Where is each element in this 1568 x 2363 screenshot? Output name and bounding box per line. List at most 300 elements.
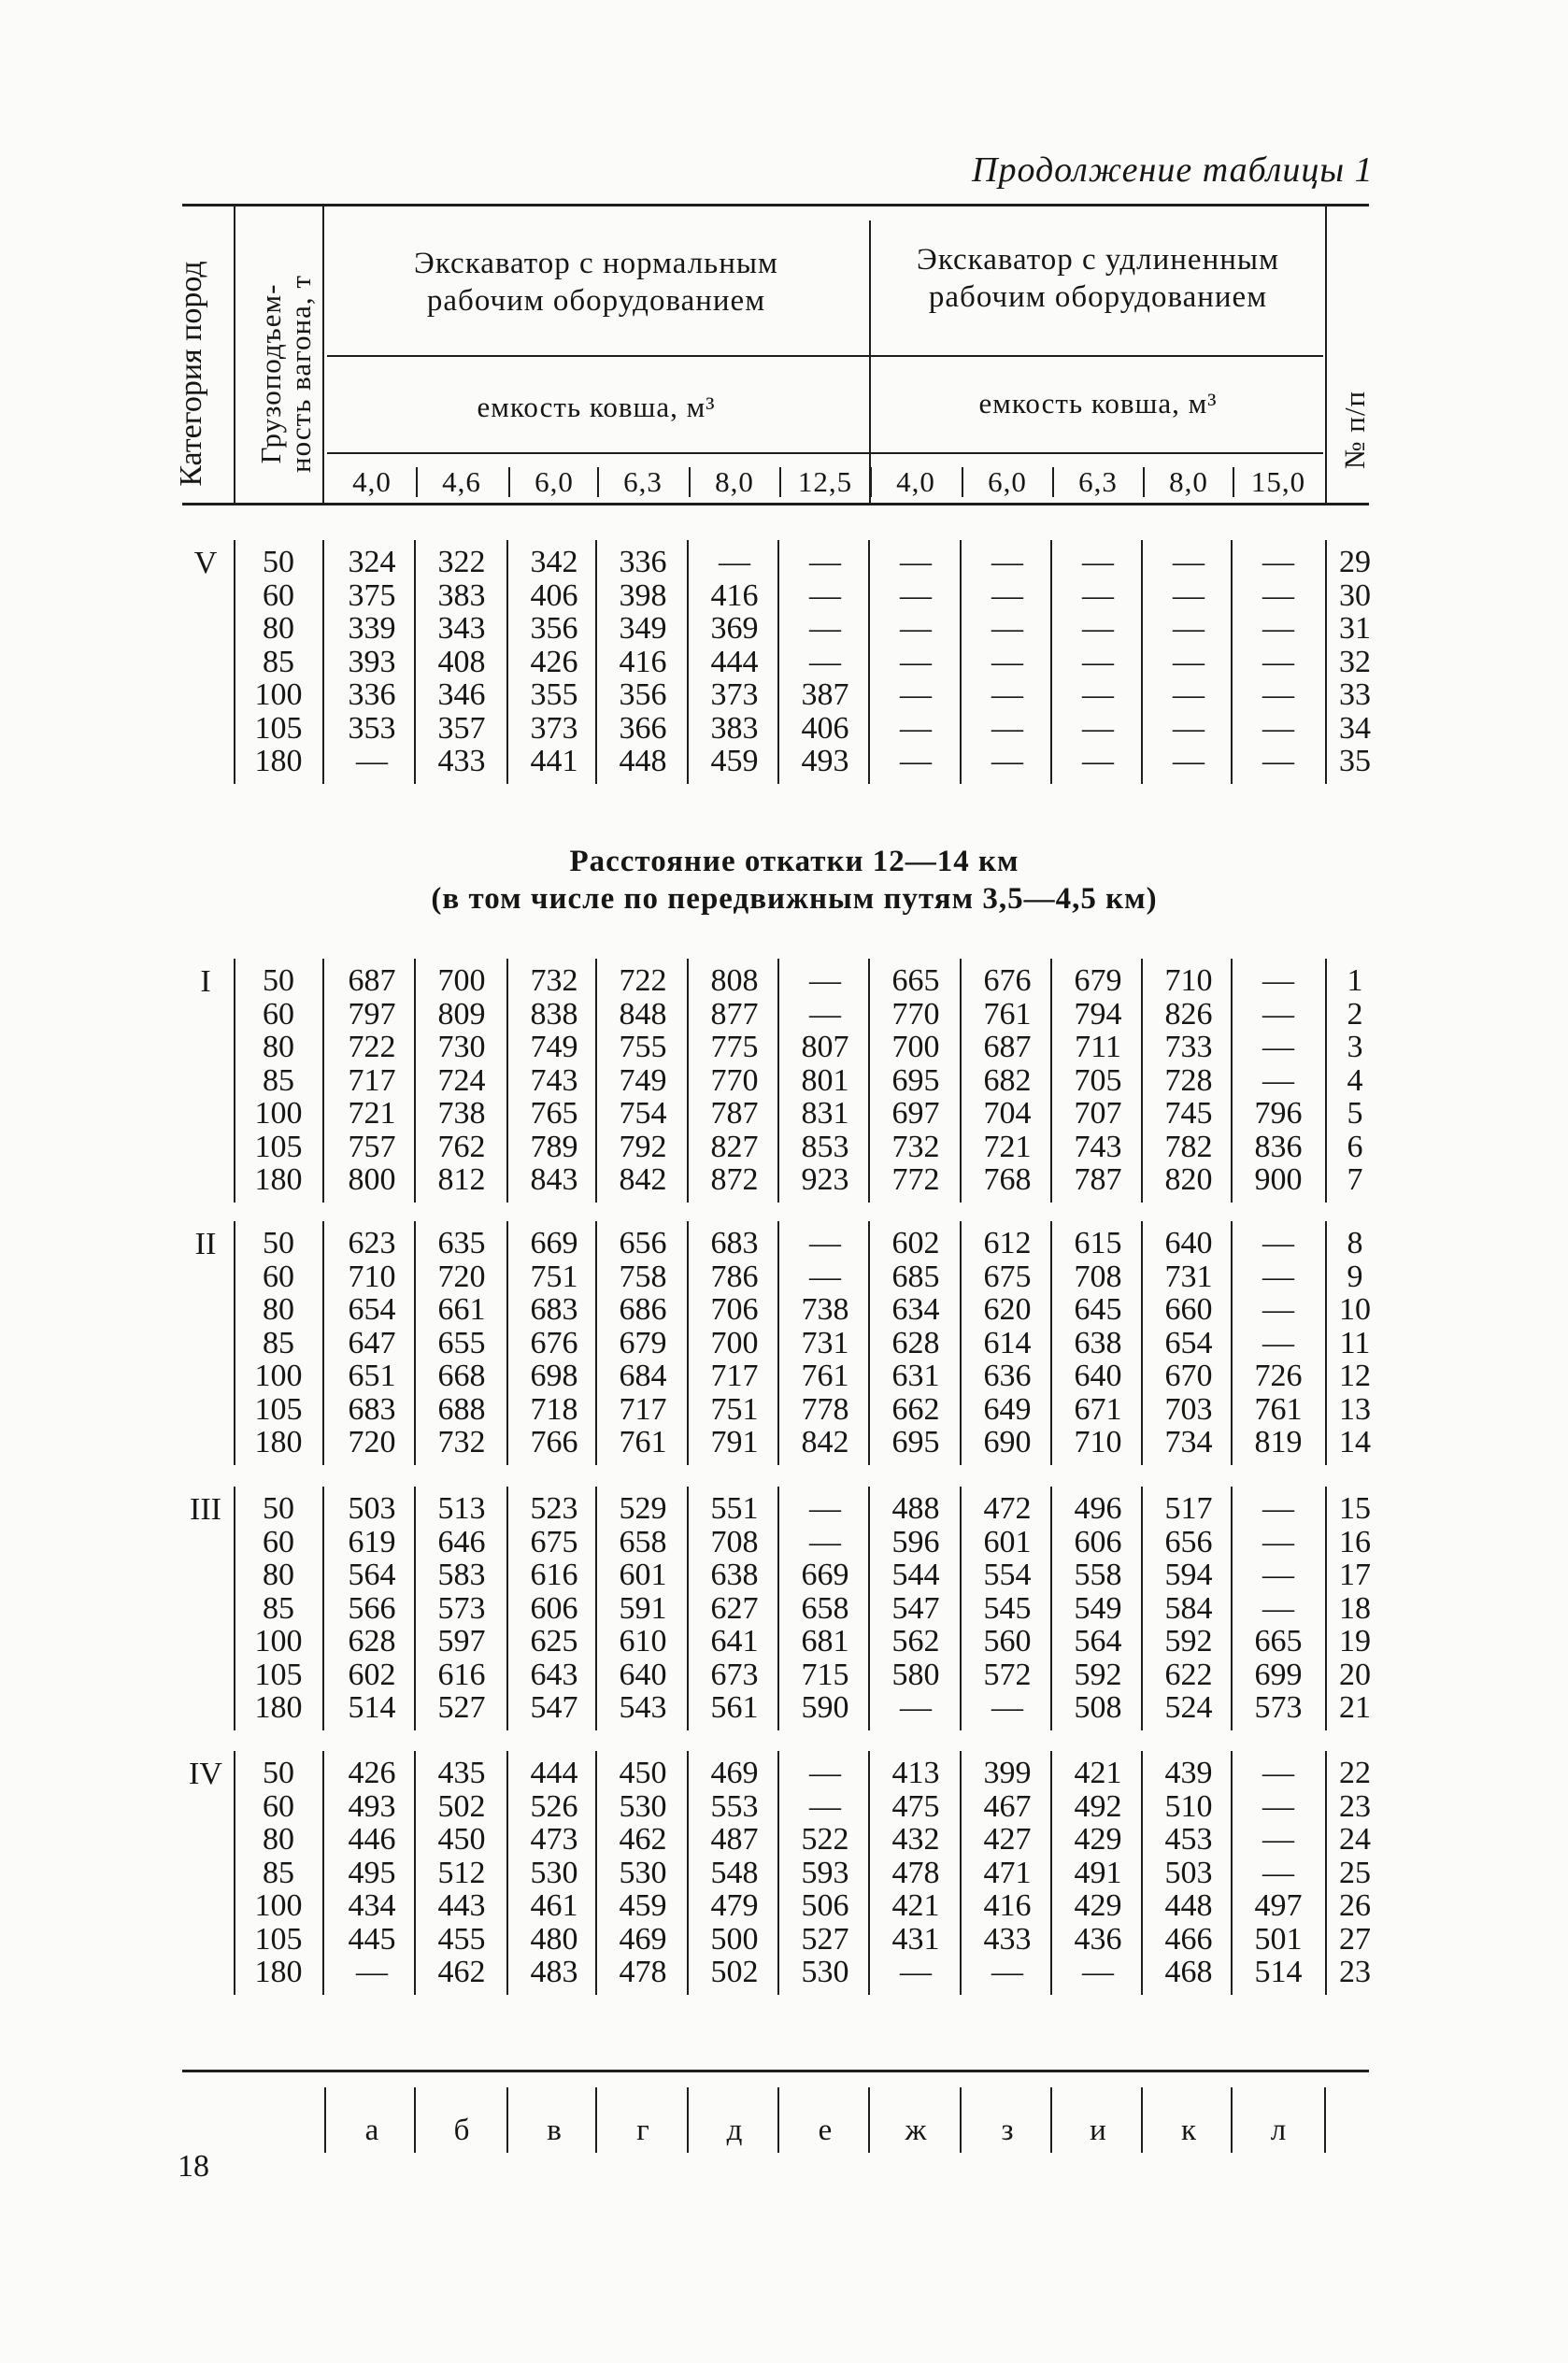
wagon-capacity: 80: [263, 1292, 294, 1327]
row-number: 4: [1347, 1062, 1363, 1098]
table-cell: 606: [1074, 1524, 1122, 1559]
table-cell: —: [1262, 1822, 1294, 1857]
table-cell: 765: [530, 1096, 578, 1131]
column-divider: [506, 1487, 508, 1730]
table-cell: 684: [619, 1359, 667, 1393]
capacity-header-line1: Грузоподъем-: [254, 283, 287, 464]
column-letter: д: [726, 2114, 743, 2147]
table-cell: 681: [801, 1624, 849, 1658]
table-cell: 786: [710, 1259, 759, 1294]
table-cell: 755: [619, 1030, 667, 1064]
table-cell: 808: [710, 963, 759, 998]
row-number: 29: [1339, 545, 1371, 579]
table-cell: 429: [1074, 1822, 1122, 1857]
letter-divider: [960, 2087, 962, 2153]
bucket-size-cell: 4,0: [896, 465, 935, 498]
table-cell: 700: [437, 963, 486, 998]
table-cell: 513: [437, 1491, 486, 1526]
table-cell: 426: [348, 1756, 396, 1790]
table-cell: 594: [1164, 1558, 1213, 1592]
wagon-capacity: 105: [254, 1921, 303, 1957]
table-cell: 627: [710, 1590, 759, 1626]
table-cell: 685: [891, 1259, 940, 1294]
wagon-capacity: 50: [263, 1226, 294, 1260]
table-cell: —: [900, 677, 932, 712]
table-cell: 416: [710, 577, 759, 613]
table-cell: 636: [983, 1359, 1032, 1393]
table-cell: 523: [530, 1491, 578, 1526]
table-cell: 558: [1074, 1558, 1122, 1592]
normal-excavator-heading: [325, 245, 867, 320]
table-cell: 749: [619, 1062, 667, 1098]
table-cell: 522: [801, 1822, 849, 1857]
table-cell: 427: [983, 1822, 1032, 1857]
table-cell: 432: [891, 1822, 940, 1857]
table-cell: 443: [437, 1888, 486, 1923]
table-cell: 592: [1164, 1624, 1213, 1658]
row-number: 10: [1339, 1292, 1371, 1327]
table-cell: —: [1262, 1855, 1294, 1890]
table-cell: 809: [437, 996, 486, 1032]
table-cell: 623: [348, 1226, 396, 1260]
table-cell: 426: [530, 644, 578, 679]
column-letter: б: [453, 2114, 470, 2147]
header-divider: [322, 206, 324, 503]
table-cell: —: [1262, 545, 1294, 579]
table-cell: —: [1262, 1491, 1294, 1526]
letter-divider: [1231, 2087, 1233, 2153]
bucket-size-cell: 15,0: [1250, 465, 1306, 498]
row-number: 19: [1339, 1624, 1371, 1658]
table-cell: —: [1173, 744, 1205, 778]
table-cell: 772: [891, 1162, 940, 1197]
wagon-capacity: 105: [254, 1391, 303, 1427]
table-cell: 606: [530, 1590, 578, 1626]
wagon-capacity: 60: [263, 1259, 294, 1294]
table-cell: 356: [619, 677, 667, 712]
table-cell: 530: [801, 1955, 849, 1989]
table-cell: 612: [983, 1226, 1032, 1260]
row-number: 17: [1339, 1558, 1371, 1592]
table-cell: 601: [983, 1524, 1032, 1559]
letter-divider: [1141, 2087, 1143, 2153]
table-cell: 592: [1074, 1657, 1122, 1692]
wagon-capacity: 100: [254, 677, 303, 712]
wagon-capacity: 180: [254, 1955, 303, 1989]
wagon-capacity: 85: [263, 644, 294, 679]
header-divider: [1325, 206, 1327, 503]
table-cell: 660: [1164, 1292, 1213, 1327]
table-cell: 548: [710, 1855, 759, 1890]
table-cell: 923: [801, 1162, 849, 1197]
table-cell: 483: [530, 1955, 578, 1989]
table-cell: 658: [619, 1524, 667, 1559]
table-cell: 722: [619, 963, 667, 998]
table-cell: 497: [1254, 1888, 1303, 1923]
table-cell: 697: [891, 1096, 940, 1131]
table-cell: —: [1082, 744, 1114, 778]
row-number: 22: [1339, 1756, 1371, 1790]
row-number: 9: [1347, 1259, 1363, 1294]
table-cell: 738: [801, 1292, 849, 1327]
table-cell: 842: [801, 1425, 849, 1459]
table-cell: 635: [437, 1226, 486, 1260]
bucket-divider: [870, 467, 872, 497]
table-cell: —: [1262, 744, 1294, 778]
table-cell: 770: [891, 996, 940, 1032]
table-cell: 448: [619, 744, 667, 778]
table-cell: 549: [1074, 1590, 1122, 1626]
wagon-capacity: 180: [254, 1162, 303, 1197]
table-cell: 733: [1164, 1030, 1213, 1064]
table-cell: 369: [710, 611, 759, 646]
table-cell: 819: [1254, 1425, 1303, 1459]
bucket-divider: [779, 467, 781, 497]
table-cell: 649: [983, 1391, 1032, 1427]
table-cell: 462: [619, 1822, 667, 1857]
table-cell: 654: [1164, 1325, 1213, 1360]
table-cell: 564: [348, 1558, 396, 1592]
table-cell: 683: [710, 1226, 759, 1260]
table-cell: 656: [1164, 1524, 1213, 1559]
table-cell: 787: [1074, 1162, 1122, 1197]
table-cell: 758: [619, 1259, 667, 1294]
table-cell: 554: [983, 1558, 1032, 1592]
table-cell: —: [356, 1955, 388, 1989]
table-cell: 703: [1164, 1391, 1213, 1427]
section-title-line2: (в том числе по передвижным путям 3,5—4,5 км): [431, 882, 1158, 916]
table-cell: 322: [437, 545, 486, 579]
table-cell: 560: [983, 1624, 1032, 1658]
table-cell: 408: [437, 644, 486, 679]
letter-divider: [1324, 2087, 1326, 2153]
table-cell: 620: [983, 1292, 1032, 1327]
extended-heading-line1: Экскаватор с удлиненным: [917, 243, 1279, 277]
table-cell: —: [900, 710, 932, 746]
bucket-divider: [508, 467, 510, 497]
table-cell: —: [809, 1524, 841, 1559]
table-cell: 493: [348, 1788, 396, 1824]
table-cell: —: [900, 1690, 932, 1725]
table-cell: 324: [348, 545, 396, 579]
table-cell: 436: [1074, 1921, 1122, 1957]
table-cell: 708: [710, 1524, 759, 1559]
table-cell: 794: [1074, 996, 1122, 1032]
wagon-capacity: 100: [254, 1624, 303, 1658]
rock-category: V: [193, 546, 218, 580]
table-cell: 469: [710, 1756, 759, 1790]
table-cell: 610: [619, 1624, 667, 1658]
table-cell: —: [991, 744, 1023, 778]
wagon-capacity: 80: [263, 1822, 294, 1857]
table-cell: 433: [983, 1921, 1032, 1957]
bucket-size-cell: 8,0: [715, 465, 754, 498]
row-number: 32: [1339, 644, 1371, 679]
table-cell: 628: [891, 1325, 940, 1360]
table-cell: —: [1173, 710, 1205, 746]
table-cell: 700: [891, 1030, 940, 1064]
table-cell: 544: [891, 1558, 940, 1592]
table-cell: —: [1262, 1590, 1294, 1626]
table-cell: 668: [437, 1359, 486, 1393]
table-cell: 645: [1074, 1292, 1122, 1327]
wagon-capacity: 180: [254, 1425, 303, 1459]
table-cell: 375: [348, 577, 396, 613]
row-number: 23: [1339, 1955, 1371, 1989]
table-cell: 662: [891, 1391, 940, 1427]
table-cell: —: [1082, 644, 1114, 679]
table-cell: 720: [348, 1425, 396, 1459]
table-cell: 353: [348, 710, 396, 746]
table-cell: 731: [801, 1325, 849, 1360]
table-cell: 492: [1074, 1788, 1122, 1824]
table-cell: 631: [891, 1359, 940, 1393]
table-cell: 526: [530, 1788, 578, 1824]
table-cell: 580: [891, 1657, 940, 1692]
row-number: 24: [1339, 1822, 1371, 1857]
table-cell: —: [1262, 1524, 1294, 1559]
table-cell: 778: [801, 1391, 849, 1427]
row-number: 2: [1347, 996, 1363, 1032]
table-cell: 593: [801, 1855, 849, 1890]
table-cell: 872: [710, 1162, 759, 1197]
table-cell: 705: [1074, 1062, 1122, 1098]
bucket-size-cell: 6,0: [535, 465, 574, 498]
table-cell: 726: [1254, 1359, 1303, 1393]
table-cell: 517: [1164, 1491, 1213, 1526]
table-cell: 421: [1074, 1756, 1122, 1790]
table-cell: —: [991, 545, 1023, 579]
column-letter: и: [1090, 2114, 1106, 2147]
table-cell: —: [809, 644, 841, 679]
table-cell: 459: [710, 744, 759, 778]
table-cell: 757: [348, 1129, 396, 1164]
table-cell: 564: [1074, 1624, 1122, 1658]
table-cell: 728: [1164, 1062, 1213, 1098]
column-divider: [506, 1221, 508, 1465]
column-letter: а: [364, 2114, 379, 2147]
table-cell: —: [1082, 1955, 1114, 1989]
table-cell: 596: [891, 1524, 940, 1559]
table-cell: 682: [983, 1062, 1032, 1098]
table-cell: 669: [530, 1226, 578, 1260]
table-cell: 416: [619, 644, 667, 679]
column-divider: [322, 540, 324, 784]
table-cell: 547: [891, 1590, 940, 1626]
table-cell: 336: [348, 677, 396, 712]
column-divider: [506, 540, 508, 784]
table-cell: 638: [1074, 1325, 1122, 1360]
table-cell: 441: [530, 744, 578, 778]
wagon-capacity: 60: [263, 577, 294, 613]
table-cell: 473: [530, 1822, 578, 1857]
table-cell: 628: [348, 1624, 396, 1658]
table-cell: 500: [710, 1921, 759, 1957]
bucket-label-normal: емкость ковша, м³: [477, 391, 716, 423]
table-cell: 529: [619, 1491, 667, 1526]
table-cell: —: [809, 1259, 841, 1294]
table-cell: 503: [348, 1491, 396, 1526]
table-cell: —: [991, 710, 1023, 746]
table-cell: 700: [710, 1325, 759, 1360]
table-cell: 597: [437, 1624, 486, 1658]
table-cell: 439: [1164, 1756, 1213, 1790]
table-cell: 455: [437, 1921, 486, 1957]
table-cell: —: [900, 611, 932, 646]
table-cell: —: [1262, 710, 1294, 746]
wagon-capacity: 85: [263, 1855, 294, 1890]
table-cell: 413: [891, 1756, 940, 1790]
table-cell: 622: [1164, 1657, 1213, 1692]
table-cell: 398: [619, 577, 667, 613]
table-cell: 357: [437, 710, 486, 746]
table-cell: 782: [1164, 1129, 1213, 1164]
letter-divider: [868, 2087, 870, 2153]
table-cell: 838: [530, 996, 578, 1032]
row-number: 6: [1347, 1129, 1363, 1164]
table-cell: 573: [437, 1590, 486, 1626]
table-cell: 506: [801, 1888, 849, 1923]
table-cell: 342: [530, 545, 578, 579]
table-cell: 421: [891, 1888, 940, 1923]
row-number: 23: [1339, 1788, 1371, 1824]
table-cell: 468: [1164, 1955, 1213, 1989]
table-cell: —: [1173, 611, 1205, 646]
table-cell: 383: [710, 710, 759, 746]
table-cell: 547: [530, 1690, 578, 1725]
column-divider: [322, 1487, 324, 1730]
wagon-capacity: 80: [263, 1030, 294, 1064]
table-cell: 562: [891, 1624, 940, 1658]
table-cell: 493: [801, 744, 849, 778]
table-cell: 615: [1074, 1226, 1122, 1260]
table-cell: 647: [348, 1325, 396, 1360]
table-cell: 416: [983, 1888, 1032, 1923]
bucket-size-cell: 8,0: [1169, 465, 1208, 498]
table-cell: 695: [891, 1062, 940, 1098]
table-cell: 761: [983, 996, 1032, 1032]
table-cell: —: [1262, 1558, 1294, 1592]
table-cell: 761: [801, 1359, 849, 1393]
wagon-capacity: 105: [254, 1129, 303, 1164]
table-cell: 602: [891, 1226, 940, 1260]
table-cell: 643: [530, 1657, 578, 1692]
table-cell: 655: [437, 1325, 486, 1360]
table-cell: 444: [530, 1756, 578, 1790]
wagon-capacity: 50: [263, 545, 294, 579]
table-cell: 827: [710, 1129, 759, 1164]
row-number: 14: [1339, 1425, 1371, 1459]
table-cell: 472: [983, 1491, 1032, 1526]
table-cell: —: [1082, 611, 1114, 646]
table-cell: 431: [891, 1921, 940, 1957]
category-header: Категория пород: [174, 261, 208, 487]
table-cell: 512: [437, 1855, 486, 1890]
table-cell: 766: [530, 1425, 578, 1459]
table-cell: 717: [710, 1359, 759, 1393]
table-cell: 708: [1074, 1259, 1122, 1294]
table-cell: 732: [530, 963, 578, 998]
column-letter: е: [818, 2114, 833, 2147]
header-bottom-rule: [182, 503, 1369, 505]
row-number: 15: [1339, 1491, 1371, 1526]
table-cell: 730: [437, 1030, 486, 1064]
row-number: 30: [1339, 577, 1371, 613]
wagon-capacity: 50: [263, 1756, 294, 1790]
table-cell: 801: [801, 1062, 849, 1098]
table-cell: 721: [348, 1096, 396, 1131]
table-cell: —: [900, 577, 932, 613]
table-cell: 690: [983, 1425, 1032, 1459]
table-cell: 514: [1254, 1955, 1303, 1989]
table-cell: 583: [437, 1558, 486, 1592]
column-letter: к: [1180, 2114, 1197, 2147]
table-cell: —: [991, 1955, 1023, 1989]
table-cell: —: [1173, 577, 1205, 613]
table-cell: 720: [437, 1259, 486, 1294]
bucket-size-cell: 12,5: [797, 465, 853, 498]
row-number: 13: [1339, 1391, 1371, 1427]
table-cell: 715: [801, 1657, 849, 1692]
table-cell: 721: [983, 1129, 1032, 1164]
table-cell: 566: [348, 1590, 396, 1626]
table-cell: 336: [619, 545, 667, 579]
table-cell: —: [1262, 1788, 1294, 1824]
extended-excavator-heading: [871, 241, 1325, 316]
table-cell: 543: [619, 1690, 667, 1725]
table-cell: —: [1262, 644, 1294, 679]
column-divider: [322, 959, 324, 1203]
bucket-size-cell: 4,0: [352, 465, 392, 498]
wagon-capacity: 85: [263, 1325, 294, 1360]
table-cell: —: [1082, 677, 1114, 712]
table-cell: 754: [619, 1096, 667, 1131]
bucket-divider: [1143, 467, 1145, 497]
table-cell: 656: [619, 1226, 667, 1260]
table-cell: 761: [1254, 1391, 1303, 1427]
table-cell: 478: [619, 1955, 667, 1989]
wagon-capacity: 85: [263, 1590, 294, 1626]
table-cell: 831: [801, 1096, 849, 1131]
table-cell: 487: [710, 1822, 759, 1857]
wagon-capacity: 105: [254, 710, 303, 746]
table-cell: 545: [983, 1590, 1032, 1626]
table-cell: 502: [437, 1788, 486, 1824]
table-cell: 749: [530, 1030, 578, 1064]
table-cell: 445: [348, 1921, 396, 1957]
column-divider: [506, 959, 508, 1203]
row-number: 7: [1347, 1162, 1363, 1197]
table-cell: 775: [710, 1030, 759, 1064]
table-cell: —: [900, 644, 932, 679]
table-cell: —: [1262, 1756, 1294, 1790]
table-cell: —: [1082, 577, 1114, 613]
table-cell: 638: [710, 1558, 759, 1592]
letter-divider: [687, 2087, 689, 2153]
row-number: 11: [1339, 1325, 1371, 1360]
row-number: 12: [1339, 1359, 1371, 1393]
table-cell: —: [809, 577, 841, 613]
table-cell: 530: [619, 1855, 667, 1890]
table-cell: 787: [710, 1096, 759, 1131]
table-cell: 710: [348, 1259, 396, 1294]
table-cell: 679: [619, 1325, 667, 1360]
section-title-line1: Расстояние откатки 12—14 км: [569, 845, 1019, 878]
table-cell: 591: [619, 1590, 667, 1626]
table-bottom-rule: [182, 2070, 1369, 2072]
table-cell: 688: [437, 1391, 486, 1427]
table-cell: 671: [1074, 1391, 1122, 1427]
